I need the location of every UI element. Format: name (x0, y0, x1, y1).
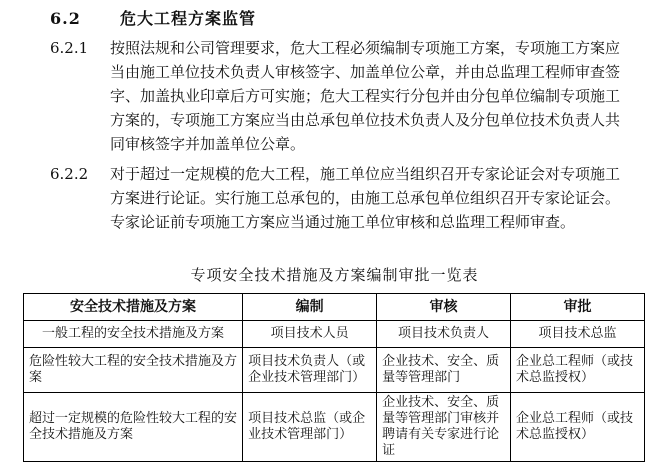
table-cell: 项目技术总监 (511, 321, 645, 348)
table-cell: 危险性较大工程的安全技术措施及方案 (24, 348, 243, 393)
table-row (24, 348, 645, 393)
table-cell: 项目技术总监（或企业技术管理部门） (243, 393, 377, 462)
section-number: 6.2 (50, 9, 81, 28)
table-cell: 企业总工程师（或技术总监授权） (511, 393, 645, 462)
table-cell: 企业技术、安全、质量等管理部门 (377, 348, 511, 393)
table-row (24, 321, 645, 348)
column-header: 审批 (511, 294, 645, 321)
table-row (24, 393, 645, 462)
clause-6-2-2 (50, 162, 620, 234)
section-heading (50, 6, 256, 29)
clause-text: 按照法规和公司管理要求，危大工程必须编制专项施工方案，专项施工方案应当由施工单位技术负责人审核签字、加盖单位公章，并由总监理工程师审查签字、加盖执业印章后方可实施；危大工程实行分包并由分包单位编制专项施工方案的，专项施工方案应当由总承包单位技术负责人及分包单位技术负责人共同审核签字并加盖单位公章。 (110, 39, 621, 153)
table-cell: 企业技术、安全、质量等管理部门审核并聘请有关专家进行论证 (377, 393, 511, 462)
table-cell: 企业总工程师（或技术总监授权） (511, 348, 645, 393)
table-header-row (24, 294, 645, 321)
clause-text: 对于超过一定规模的危大工程，施工单位应当组织召开专家论证会对专项施工方案进行论证。实行施工总承包的，由施工总承包单位组织召开专家论证会。专家论证前专项施工方案应当通过施工单位审核和总监理工程师审查。 (110, 165, 621, 231)
clause-6-2-1 (50, 36, 620, 156)
table-cell: 超过一定规模的危险性较大工程的安全技术措施及方案 (24, 393, 243, 462)
table-cell: 项目技术负责人 (377, 321, 511, 348)
clause-number: 6.2.1 (50, 39, 89, 57)
table-caption: 专项安全技术措施及方案编制审批一览表 (190, 266, 479, 284)
table-cell: 项目技术人员 (243, 321, 377, 348)
section-title: 危大工程方案监管 (120, 9, 257, 28)
column-header: 安全技术措施及方案 (24, 294, 243, 321)
table-cell: 一般工程的安全技术措施及方案 (24, 321, 243, 348)
clause-number: 6.2.2 (50, 165, 89, 183)
table-cell: 项目技术负责人（或企业技术管理部门） (243, 348, 377, 393)
column-header: 编制 (243, 294, 377, 321)
approval-table (23, 293, 645, 462)
column-header: 审核 (377, 294, 511, 321)
